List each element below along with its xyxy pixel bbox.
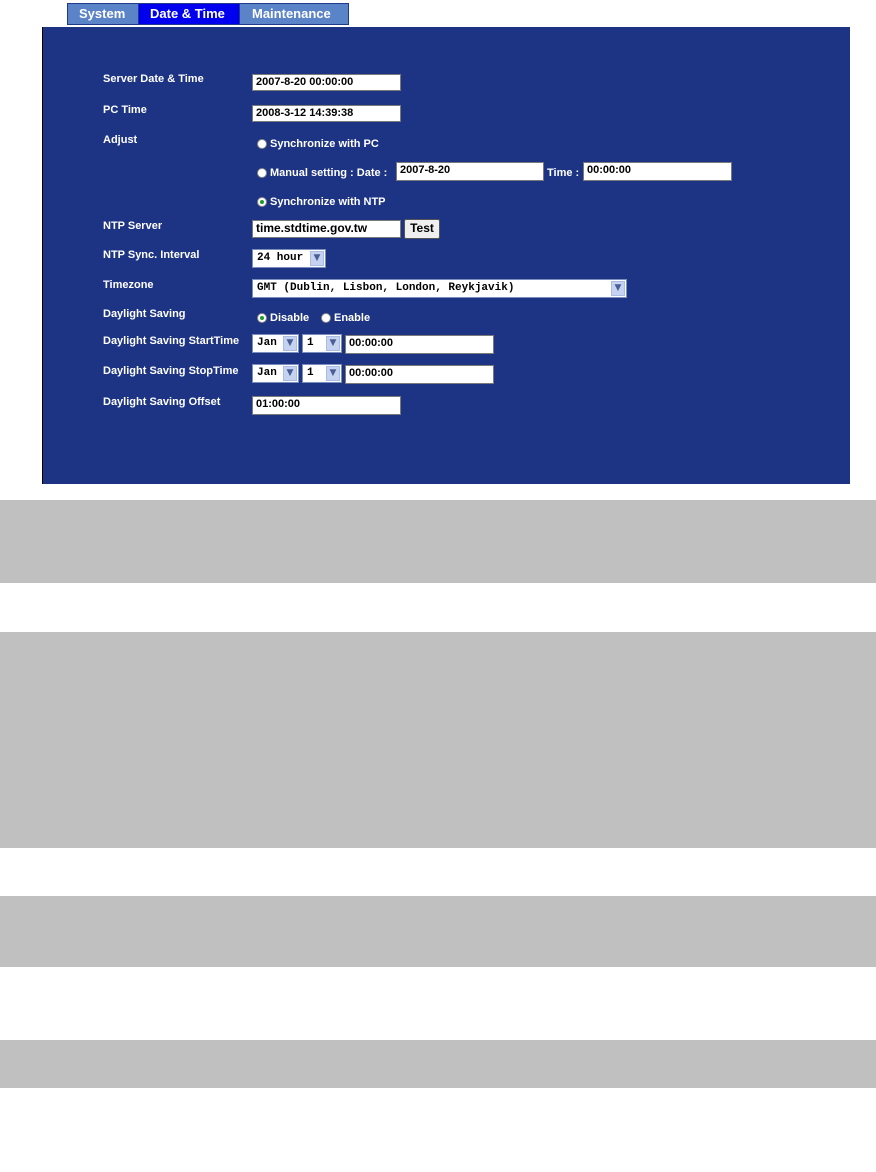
daylight-enable-radio[interactable]	[321, 313, 331, 323]
sync-ntp-option[interactable]	[257, 196, 386, 208]
chevron-down-icon: ▼	[326, 366, 340, 381]
adjust-label: Adjust	[103, 134, 138, 146]
tab-date-time[interactable]: Date & Time	[138, 3, 239, 25]
ntp-server-label: NTP Server	[103, 220, 163, 232]
ds-start-month-select[interactable]	[252, 334, 299, 353]
timezone-select[interactable]	[252, 279, 627, 298]
manual-date-input[interactable]: 2007-8-20	[396, 162, 544, 181]
daylight-saving-label: Daylight Saving	[103, 308, 186, 320]
chevron-down-icon: ▼	[310, 251, 324, 266]
manual-time-input[interactable]: 00:00:00	[583, 162, 732, 181]
manual-setting-radio[interactable]	[257, 168, 267, 178]
ds-stop-day-value: 1	[307, 367, 314, 379]
tab-bar	[67, 3, 349, 25]
sync-pc-radio[interactable]	[257, 139, 267, 149]
sync-pc-label: Synchronize with PC	[270, 138, 379, 150]
sync-ntp-label: Synchronize with NTP	[270, 196, 386, 208]
ds-start-day-value: 1	[307, 337, 314, 349]
ds-stop-time-input[interactable]: 00:00:00	[345, 365, 494, 384]
ds-start-time-input[interactable]: 00:00:00	[345, 335, 494, 354]
ds-start-label: Daylight Saving StartTime	[103, 335, 240, 347]
sync-pc-option[interactable]	[257, 138, 379, 150]
ntp-server-input[interactable]: time.stdtime.gov.tw	[252, 220, 401, 238]
content-block-1	[0, 500, 876, 583]
manual-time-label: Time :	[547, 167, 580, 179]
daylight-disable-option[interactable]	[257, 312, 309, 324]
ntp-test-button[interactable]: Test	[404, 219, 440, 239]
sync-ntp-radio[interactable]	[257, 197, 267, 207]
content-block-4	[0, 1040, 876, 1088]
chevron-down-icon: ▼	[283, 366, 297, 381]
tab-maintenance[interactable]: Maintenance	[239, 3, 349, 25]
ntp-interval-value: 24 hour	[257, 252, 304, 264]
settings-panel	[42, 27, 850, 484]
manual-setting-option[interactable]	[257, 167, 387, 179]
content-block-2	[0, 632, 876, 848]
ntp-interval-select[interactable]	[252, 249, 326, 268]
daylight-enable-option[interactable]	[321, 312, 370, 324]
chevron-down-icon: ▼	[326, 336, 340, 351]
daylight-disable-label: Disable	[270, 312, 310, 324]
pc-time-field: 2008-3-12 14:39:38	[252, 105, 401, 122]
chevron-down-icon: ▼	[611, 281, 625, 296]
tab-system[interactable]: System	[67, 3, 138, 25]
manual-setting-label: Manual setting : Date :	[270, 167, 388, 179]
server-date-time-field: 2007-8-20 00:00:00	[252, 74, 401, 91]
ds-stop-day-select[interactable]	[302, 364, 342, 383]
content-block-3	[0, 896, 876, 967]
timezone-value: GMT (Dublin, Lisbon, London, Reykjavik)	[257, 282, 515, 294]
ds-stop-month-select[interactable]	[252, 364, 299, 383]
server-date-time-label: Server Date & Time	[103, 73, 204, 85]
timezone-label: Timezone	[103, 279, 154, 291]
pc-time-label: PC Time	[103, 104, 147, 116]
ds-stop-month-value: Jan	[257, 367, 277, 379]
ds-start-month-value: Jan	[257, 337, 277, 349]
ds-offset-label: Daylight Saving Offset	[103, 396, 221, 408]
daylight-enable-label: Enable	[334, 312, 371, 324]
ntp-interval-label: NTP Sync. Interval	[103, 249, 200, 261]
ds-start-day-select[interactable]	[302, 334, 342, 353]
ds-stop-label: Daylight Saving StopTime	[103, 365, 239, 377]
ds-offset-input[interactable]: 01:00:00	[252, 396, 401, 415]
daylight-disable-radio[interactable]	[257, 313, 267, 323]
chevron-down-icon: ▼	[283, 336, 297, 351]
